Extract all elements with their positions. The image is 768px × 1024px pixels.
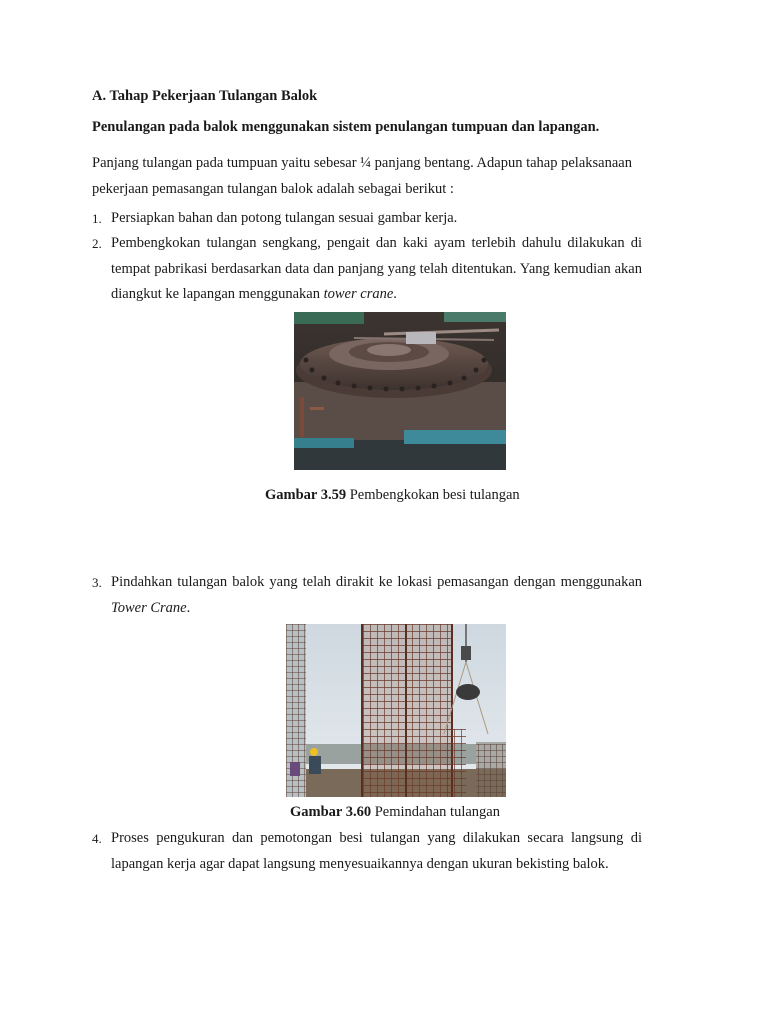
figure-caption bbox=[265, 487, 520, 504]
list-text-tail: . bbox=[186, 599, 191, 616]
list-text-emphasis: tower crane bbox=[323, 286, 394, 302]
list-number: 3. bbox=[92, 575, 102, 590]
list-item bbox=[92, 826, 642, 877]
list-text bbox=[111, 570, 642, 621]
section-subheading: Penulangan pada balok menggunakan sistem penulangan tumpuan dan lapangan. bbox=[92, 119, 600, 135]
list-item bbox=[92, 570, 642, 621]
figure-label: Gambar 3.59 bbox=[265, 487, 347, 503]
figure-caption-text: Pembengkokan besi tulangan bbox=[346, 487, 520, 503]
list-number: 2. bbox=[92, 236, 102, 251]
list-item bbox=[92, 206, 642, 232]
figure-caption bbox=[290, 804, 500, 821]
list-number: 4. bbox=[92, 831, 102, 846]
rebar-lifting-photo bbox=[286, 624, 506, 797]
list-text bbox=[111, 231, 642, 308]
rebar-bending-photo bbox=[294, 312, 506, 470]
figure-label: Gambar 3.60 bbox=[290, 804, 372, 820]
figure-caption-text: Pemindahan tulangan bbox=[371, 804, 500, 820]
list-text-body: Pindahkan tulangan balok yang telah dirakit ke lokasi pemasangan dengan menggunakan bbox=[111, 574, 642, 590]
list-text-tail: . bbox=[393, 286, 397, 302]
list-text: Proses pengukuran dan pemotongan besi tulangan yang dilakukan secara langsung di lapangan kerja agar dapat langsung menyesuaikannya dengan ukuran bekisting balok. bbox=[111, 830, 642, 872]
list-item bbox=[92, 231, 642, 308]
list-text-body: Pembengkokan tulangan sengkang, pengait dan kaki ayam terlebih dahulu dilakukan di tempat pabrikasi berdasarkan data dan panjang yang telah ditentukan. Yang kemudian akan diangkut ke lapangan menggunakan bbox=[111, 235, 642, 302]
section-heading: A. Tahap Pekerjaan Tulangan Balok bbox=[92, 88, 318, 104]
list-text-emphasis: Tower Crane bbox=[111, 599, 187, 616]
list-text: Persiapkan bahan dan potong tulangan sesuai gambar kerja. bbox=[111, 210, 458, 226]
intro-paragraph: Panjang tulangan pada tumpuan yaitu sebesar ¼ panjang bentang. Adapun tahap pelaksanaan pekerjaan pemasangan tulangan balok adalah sebagai berikut : bbox=[92, 155, 632, 197]
list-number: 1. bbox=[92, 211, 102, 226]
